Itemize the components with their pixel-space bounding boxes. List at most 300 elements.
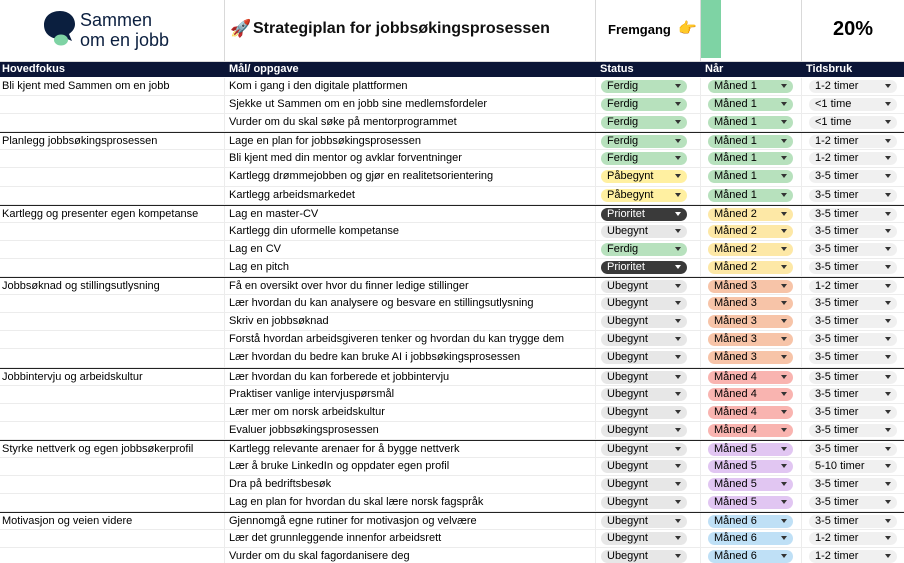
- status-dropdown[interactable]: [601, 189, 687, 202]
- month-dropdown-value: Måned 2: [714, 207, 757, 220]
- table-row: [0, 277, 904, 295]
- caret-down-icon: [885, 139, 891, 143]
- column-header-focus[interactable]: Hovedfokus: [2, 63, 65, 75]
- when-cell: [701, 369, 802, 385]
- task-cell[interactable]: Kartlegg arbeidsmarkedet: [225, 187, 596, 204]
- caret-down-icon: [675, 355, 681, 359]
- when-cell: [701, 223, 802, 240]
- when-cell: [701, 150, 802, 167]
- when-cell: [701, 494, 802, 511]
- caret-down-icon: [885, 375, 891, 379]
- month-dropdown[interactable]: [708, 170, 793, 183]
- caret-down-icon: [781, 319, 787, 323]
- status-dropdown[interactable]: [601, 135, 687, 148]
- month-dropdown[interactable]: [708, 406, 793, 419]
- time-cell: [802, 96, 904, 113]
- focus-cell[interactable]: [0, 476, 225, 493]
- focus-cell[interactable]: [0, 241, 225, 258]
- task-cell[interactable]: Lær hvordan du kan analysere og besvare en stillingsutlysning: [225, 295, 596, 312]
- status-dropdown-value: Påbegynt: [607, 170, 654, 183]
- task-cell[interactable]: Lær hvordan du kan forberede et jobbintervju: [225, 369, 596, 385]
- caret-down-icon: [675, 392, 681, 396]
- caret-down-icon: [781, 519, 787, 523]
- time-dropdown-value: 1-2 timer: [815, 550, 859, 563]
- focus-cell[interactable]: [0, 187, 225, 204]
- task-cell[interactable]: Lag en plan for hvordan du skal lære norsk fagspråk: [225, 494, 596, 511]
- status-dropdown-value: Ubegynt: [607, 405, 648, 418]
- time-dropdown[interactable]: [809, 532, 897, 545]
- status-dropdown[interactable]: [601, 496, 687, 509]
- month-dropdown[interactable]: [708, 261, 793, 274]
- month-dropdown[interactable]: [708, 80, 793, 93]
- month-dropdown[interactable]: [708, 333, 793, 346]
- status-dropdown-value: Ubegynt: [607, 387, 648, 400]
- focus-cell[interactable]: [0, 404, 225, 421]
- focus-cell[interactable]: Kartlegg og presenter egen kompetanse: [0, 206, 225, 222]
- time-cell: [802, 422, 904, 439]
- when-cell: [701, 404, 802, 421]
- status-dropdown[interactable]: [601, 515, 687, 528]
- time-dropdown-value: 1-2 timer: [815, 532, 859, 545]
- focus-cell[interactable]: [0, 295, 225, 312]
- time-dropdown[interactable]: [809, 297, 897, 310]
- sheet-header: [0, 0, 904, 62]
- month-dropdown-value: Måned 1: [714, 80, 757, 92]
- status-dropdown-value: Ferdig: [607, 116, 639, 129]
- time-dropdown[interactable]: [809, 135, 897, 148]
- task-cell[interactable]: Sjekke ut Sammen om en jobb sine medlemsfordeler: [225, 96, 596, 113]
- month-dropdown[interactable]: [708, 515, 793, 528]
- when-cell: [701, 349, 802, 366]
- caret-down-icon: [675, 519, 681, 523]
- month-dropdown[interactable]: [708, 496, 793, 509]
- caret-down-icon: [675, 554, 681, 558]
- status-dropdown[interactable]: [601, 371, 687, 384]
- task-cell[interactable]: Vurder om du skal fagordanisere deg: [225, 548, 596, 563]
- status-dropdown[interactable]: [601, 351, 687, 364]
- logo-line-1: Sammen: [80, 10, 153, 30]
- task-cell[interactable]: Lær mer om norsk arbeidskultur: [225, 404, 596, 421]
- month-dropdown-value: Måned 1: [714, 98, 757, 111]
- month-dropdown-value: Måned 6: [714, 550, 757, 563]
- month-dropdown[interactable]: [708, 152, 793, 165]
- time-dropdown-value: 3-5 timer: [815, 242, 859, 255]
- status-dropdown[interactable]: [601, 80, 687, 93]
- table-row: [0, 494, 904, 512]
- task-cell[interactable]: Dra på bedriftsbesøk: [225, 476, 596, 493]
- month-dropdown[interactable]: [708, 243, 793, 256]
- focus-cell[interactable]: [0, 259, 225, 276]
- time-dropdown-value: 3-5 timer: [815, 370, 859, 383]
- caret-down-icon: [675, 301, 681, 305]
- status-dropdown[interactable]: [601, 333, 687, 346]
- time-dropdown-value: 3-5 timer: [815, 297, 859, 310]
- status-cell: [596, 114, 701, 131]
- progress-label: Fremgang: [608, 22, 671, 37]
- task-cell[interactable]: Kom i gang i den digitale plattformen: [225, 78, 596, 95]
- time-cell: [802, 278, 904, 294]
- focus-cell[interactable]: Styrke nettverk og egen jobbsøkerprofil: [0, 441, 225, 457]
- status-cell: [596, 422, 701, 439]
- time-dropdown[interactable]: [809, 333, 897, 346]
- status-dropdown-value: Ubegynt: [607, 315, 648, 328]
- time-cell: [802, 150, 904, 167]
- status-cell: [596, 349, 701, 366]
- caret-down-icon: [781, 102, 787, 106]
- status-dropdown[interactable]: [601, 225, 687, 238]
- focus-cell[interactable]: [0, 223, 225, 240]
- time-dropdown[interactable]: [809, 424, 897, 437]
- month-dropdown[interactable]: [708, 98, 793, 111]
- month-dropdown[interactable]: [708, 280, 793, 293]
- time-dropdown-value: 3-5 timer: [815, 387, 859, 400]
- status-cell: [596, 386, 701, 403]
- column-header-task[interactable]: Mål/ oppgave: [229, 63, 299, 75]
- month-dropdown-value: Måned 6: [714, 532, 757, 545]
- task-cell[interactable]: Få en oversikt over hvor du finner ledige stillinger: [225, 278, 596, 294]
- focus-cell[interactable]: Jobbsøknad og stillingsutlysning: [0, 278, 225, 294]
- time-cell: [802, 458, 904, 475]
- time-cell: [802, 133, 904, 149]
- status-dropdown[interactable]: [601, 297, 687, 310]
- status-dropdown-value: Ferdig: [607, 242, 639, 255]
- pointing-hand-icon: 👉: [678, 20, 697, 37]
- caret-down-icon: [885, 229, 891, 233]
- status-dropdown[interactable]: [601, 460, 687, 473]
- progress-percent: 20%: [832, 18, 874, 40]
- time-cell: [802, 241, 904, 258]
- status-dropdown-value: Ubegynt: [607, 423, 648, 436]
- table-row: [0, 132, 904, 150]
- status-dropdown-value: Prioritet: [607, 260, 645, 273]
- status-cell: [596, 241, 701, 258]
- time-cell: [802, 168, 904, 185]
- status-cell: [596, 404, 701, 421]
- time-dropdown-value: <1 time: [815, 116, 852, 129]
- table-row: [0, 241, 904, 259]
- progress-percent-cell: [802, 0, 904, 61]
- time-dropdown[interactable]: [809, 371, 897, 384]
- status-cell: [596, 331, 701, 348]
- month-dropdown-value: Måned 4: [714, 370, 757, 383]
- task-cell[interactable]: Praktiser vanlige intervjuspørsmål: [225, 386, 596, 403]
- caret-down-icon: [781, 229, 787, 233]
- time-dropdown[interactable]: [809, 550, 897, 563]
- table-row: [0, 368, 904, 386]
- task-cell[interactable]: Kartlegg din uformelle kompetanse: [225, 223, 596, 240]
- focus-cell[interactable]: [0, 530, 225, 547]
- caret-down-icon: [781, 355, 787, 359]
- focus-cell[interactable]: [0, 313, 225, 330]
- status-dropdown[interactable]: [601, 406, 687, 419]
- task-cell[interactable]: Lag en CV: [225, 241, 596, 258]
- time-dropdown[interactable]: [809, 170, 897, 183]
- status-dropdown[interactable]: [601, 116, 687, 129]
- table-row: [0, 223, 904, 241]
- caret-down-icon: [885, 84, 891, 88]
- when-cell: [701, 422, 802, 439]
- time-dropdown[interactable]: [809, 388, 897, 401]
- task-cell[interactable]: Lær det grunnleggende innenfor arbeidsrett: [225, 530, 596, 547]
- task-cell[interactable]: Lær å bruke LinkedIn og oppdater egen profil: [225, 458, 596, 475]
- time-dropdown-value: 1-2 timer: [815, 80, 859, 92]
- focus-cell[interactable]: Planlegg jobbsøkingsprosessen: [0, 133, 225, 149]
- caret-down-icon: [675, 84, 681, 88]
- time-dropdown[interactable]: [809, 152, 897, 165]
- month-dropdown[interactable]: [708, 208, 793, 221]
- caret-down-icon: [781, 428, 787, 432]
- month-dropdown-value: Måned 1: [714, 116, 757, 129]
- table-row: [0, 187, 904, 205]
- caret-down-icon: [885, 156, 891, 160]
- caret-down-icon: [885, 410, 891, 414]
- table-row: [0, 440, 904, 458]
- task-cell[interactable]: Evaluer jobbsøkingsprosessen: [225, 422, 596, 439]
- time-dropdown[interactable]: [809, 208, 897, 221]
- caret-down-icon: [885, 392, 891, 396]
- month-dropdown[interactable]: [708, 443, 793, 456]
- caret-down-icon: [675, 229, 681, 233]
- time-dropdown-value: 5-10 timer: [815, 459, 865, 472]
- table-row: [0, 150, 904, 168]
- status-cell: [596, 78, 701, 95]
- month-dropdown[interactable]: [708, 297, 793, 310]
- focus-cell[interactable]: [0, 150, 225, 167]
- month-dropdown[interactable]: [708, 424, 793, 437]
- focus-cell[interactable]: [0, 386, 225, 403]
- task-cell[interactable]: Kartlegg drømmejobben og gjør en realitetsorientering: [225, 168, 596, 185]
- time-dropdown-value: 3-5 timer: [815, 315, 859, 328]
- status-dropdown[interactable]: [601, 478, 687, 491]
- status-cell: [596, 278, 701, 294]
- caret-down-icon: [885, 464, 891, 468]
- caret-down-icon: [675, 193, 681, 197]
- status-cell: [596, 313, 701, 330]
- time-dropdown[interactable]: [809, 98, 897, 111]
- month-dropdown[interactable]: [708, 116, 793, 129]
- status-dropdown[interactable]: [601, 443, 687, 456]
- time-cell: [802, 349, 904, 366]
- focus-cell[interactable]: [0, 331, 225, 348]
- month-dropdown[interactable]: [708, 478, 793, 491]
- task-cell[interactable]: Kartlegg relevante arenaer for å bygge nettverk: [225, 441, 596, 457]
- focus-cell[interactable]: Motivasjon og veien videre: [0, 513, 225, 529]
- focus-cell[interactable]: [0, 168, 225, 185]
- task-cell[interactable]: Forstå hvordan arbeidsgiveren tenker og hvordan du kan trygge dem: [225, 331, 596, 348]
- when-cell: [701, 114, 802, 131]
- status-dropdown-value: Ferdig: [607, 98, 639, 111]
- time-cell: [802, 513, 904, 529]
- when-cell: [701, 241, 802, 258]
- time-dropdown[interactable]: [809, 243, 897, 256]
- time-dropdown-value: 3-5 timer: [815, 260, 859, 273]
- time-cell: [802, 530, 904, 547]
- status-dropdown[interactable]: [601, 315, 687, 328]
- status-dropdown[interactable]: [601, 424, 687, 437]
- status-cell: [596, 259, 701, 276]
- status-cell: [596, 530, 701, 547]
- status-dropdown[interactable]: [601, 280, 687, 293]
- month-dropdown[interactable]: [708, 225, 793, 238]
- time-dropdown[interactable]: [809, 261, 897, 274]
- task-cell[interactable]: Lær hvordan du bedre kan bruke AI i jobbsøkingsprosessen: [225, 349, 596, 366]
- month-dropdown[interactable]: [708, 460, 793, 473]
- status-cell: [596, 150, 701, 167]
- focus-cell[interactable]: [0, 458, 225, 475]
- status-dropdown-value: Ubegynt: [607, 532, 648, 545]
- status-dropdown-value: Ubegynt: [607, 550, 648, 563]
- caret-down-icon: [885, 102, 891, 106]
- progress-bar-fill: [701, 0, 721, 58]
- month-dropdown[interactable]: [708, 550, 793, 563]
- task-cell[interactable]: Vurder om du skal søke på mentorprogrammet: [225, 114, 596, 131]
- caret-down-icon: [675, 247, 681, 251]
- time-dropdown-value: 3-5 timer: [815, 351, 859, 364]
- status-dropdown-value: Ubegynt: [607, 515, 648, 528]
- status-dropdown[interactable]: [601, 261, 687, 274]
- when-cell: [701, 78, 802, 95]
- month-dropdown[interactable]: [708, 532, 793, 545]
- focus-cell[interactable]: [0, 422, 225, 439]
- caret-down-icon: [675, 337, 681, 341]
- status-dropdown-value: Påbegynt: [607, 188, 654, 201]
- caret-down-icon: [885, 519, 891, 523]
- month-dropdown-value: Måned 1: [714, 152, 757, 165]
- status-dropdown[interactable]: [601, 550, 687, 563]
- month-dropdown-value: Måned 2: [714, 224, 757, 237]
- month-dropdown-value: Måned 1: [714, 135, 757, 148]
- time-dropdown-value: 3-5 timer: [815, 442, 859, 455]
- when-cell: [701, 187, 802, 204]
- month-dropdown[interactable]: [708, 351, 793, 364]
- month-dropdown-value: Måned 5: [714, 478, 757, 491]
- time-dropdown[interactable]: [809, 189, 897, 202]
- when-cell: [701, 548, 802, 563]
- time-dropdown[interactable]: [809, 478, 897, 491]
- when-cell: [701, 206, 802, 222]
- column-header-when[interactable]: Når: [705, 63, 724, 75]
- task-cell[interactable]: Lag en master-CV: [225, 206, 596, 222]
- caret-down-icon: [675, 375, 681, 379]
- focus-cell[interactable]: Jobbintervju og arbeidskultur: [0, 369, 225, 385]
- status-dropdown[interactable]: [601, 243, 687, 256]
- status-dropdown-value: Ferdig: [607, 152, 639, 165]
- task-cell[interactable]: Lag en pitch: [225, 259, 596, 276]
- time-dropdown[interactable]: [809, 515, 897, 528]
- time-dropdown[interactable]: [809, 496, 897, 509]
- focus-cell[interactable]: Bli kjent med Sammen om en jobb: [0, 78, 225, 95]
- time-dropdown[interactable]: [809, 116, 897, 129]
- caret-down-icon: [675, 156, 681, 160]
- time-dropdown[interactable]: [809, 80, 897, 93]
- month-dropdown[interactable]: [708, 189, 793, 202]
- caret-down-icon: [675, 500, 681, 504]
- caret-down-icon: [885, 319, 891, 323]
- when-cell: [701, 458, 802, 475]
- focus-cell[interactable]: [0, 114, 225, 131]
- time-dropdown-value: 3-5 timer: [815, 188, 859, 201]
- progress-bar-cell: [701, 0, 802, 61]
- caret-down-icon: [675, 120, 681, 124]
- caret-down-icon: [885, 447, 891, 451]
- caret-down-icon: [781, 193, 787, 197]
- month-dropdown[interactable]: [708, 315, 793, 328]
- time-dropdown[interactable]: [809, 443, 897, 456]
- time-dropdown[interactable]: [809, 351, 897, 364]
- caret-down-icon: [675, 319, 681, 323]
- focus-cell[interactable]: [0, 494, 225, 511]
- caret-down-icon: [675, 284, 681, 288]
- column-header-status[interactable]: Status: [600, 63, 634, 75]
- caret-down-icon: [675, 536, 681, 540]
- time-cell: [802, 476, 904, 493]
- month-dropdown[interactable]: [708, 135, 793, 148]
- caret-down-icon: [781, 265, 787, 269]
- speech-bubble-logo-icon: [42, 9, 78, 47]
- task-cell[interactable]: Gjennomgå egne rutiner for motivasjon og velvære: [225, 513, 596, 529]
- column-header-time[interactable]: Tidsbruk: [806, 63, 853, 75]
- month-dropdown-value: Måned 2: [714, 260, 757, 273]
- table-row: [0, 295, 904, 313]
- status-dropdown[interactable]: [601, 98, 687, 111]
- time-cell: [802, 494, 904, 511]
- status-dropdown[interactable]: [601, 152, 687, 165]
- caret-down-icon: [781, 554, 787, 558]
- time-dropdown[interactable]: [809, 280, 897, 293]
- time-dropdown[interactable]: [809, 406, 897, 419]
- caret-down-icon: [885, 174, 891, 178]
- focus-cell[interactable]: [0, 96, 225, 113]
- focus-cell[interactable]: [0, 349, 225, 366]
- month-dropdown-value: Måned 3: [714, 351, 757, 364]
- time-dropdown-value: 1-2 timer: [815, 280, 859, 293]
- time-dropdown-value: 3-5 timer: [815, 515, 859, 528]
- caret-down-icon: [675, 410, 681, 414]
- status-dropdown[interactable]: [601, 532, 687, 545]
- time-cell: [802, 331, 904, 348]
- caret-down-icon: [781, 247, 787, 251]
- time-dropdown-value: 3-5 timer: [815, 405, 859, 418]
- status-dropdown[interactable]: [601, 388, 687, 401]
- time-dropdown[interactable]: [809, 460, 897, 473]
- month-dropdown-value: Måned 6: [714, 515, 757, 528]
- table-row: [0, 259, 904, 277]
- task-cell[interactable]: Bli kjent med din mentor og avklar forventninger: [225, 150, 596, 167]
- task-cell[interactable]: Lage en plan for jobbsøkingsprosessen: [225, 133, 596, 149]
- when-cell: [701, 313, 802, 330]
- task-cell[interactable]: Skriv en jobbsøknad: [225, 313, 596, 330]
- month-dropdown-value: Måned 3: [714, 297, 757, 310]
- month-dropdown[interactable]: [708, 388, 793, 401]
- logo-line-2: om en jobb: [80, 30, 170, 50]
- caret-down-icon: [781, 482, 787, 486]
- month-dropdown[interactable]: [708, 371, 793, 384]
- time-dropdown[interactable]: [809, 225, 897, 238]
- status-dropdown-value: Ubegynt: [607, 280, 648, 293]
- status-cell: [596, 441, 701, 457]
- status-dropdown-value: Ubegynt: [607, 459, 648, 472]
- focus-cell[interactable]: [0, 548, 225, 563]
- caret-down-icon: [781, 392, 787, 396]
- status-dropdown[interactable]: [601, 208, 687, 221]
- caret-down-icon: [781, 212, 787, 216]
- time-cell: [802, 114, 904, 131]
- when-cell: [701, 476, 802, 493]
- time-dropdown[interactable]: [809, 315, 897, 328]
- status-dropdown[interactable]: [601, 170, 687, 183]
- caret-down-icon: [675, 174, 681, 178]
- caret-down-icon: [781, 337, 787, 341]
